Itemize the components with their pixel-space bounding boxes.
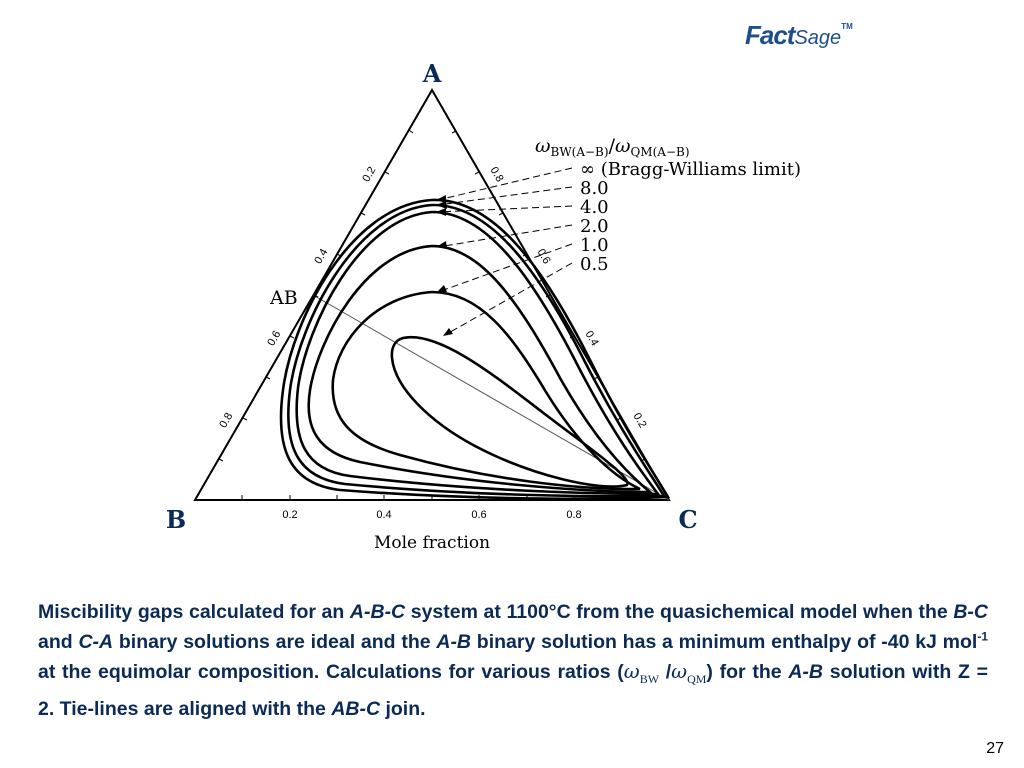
- vertex-label-c: C: [678, 505, 698, 534]
- bottom-tick-label: 0.8: [566, 509, 582, 521]
- caption-solution-ab: A-B: [788, 661, 823, 683]
- legend-entry-0.5: 0.5: [580, 254, 609, 275]
- caption-binary-ca: C-A: [78, 631, 114, 653]
- left-tick-label: 0.8: [217, 410, 236, 431]
- legend-sub-bw: BW(A−B): [550, 145, 609, 159]
- legend-entry-2: 2.0: [580, 216, 609, 237]
- right-tick-label: 0.8: [487, 164, 506, 185]
- left-tick-label: 0.6: [265, 328, 284, 349]
- caption-sub-bw: BW: [639, 671, 660, 686]
- caption-binary-ab: A-B: [436, 631, 472, 653]
- legend-slash: /: [608, 135, 615, 157]
- ab-composition-label: AB: [270, 287, 298, 309]
- caption-text: binary solution has a minimum enthalpy of -40 kJ mol: [471, 631, 978, 653]
- right-tick-label: 0.2: [630, 410, 649, 431]
- logo-fact: Fact: [745, 20, 795, 50]
- legend-entry-4: 4.0: [580, 197, 609, 218]
- figure-caption: [38, 597, 988, 724]
- caption-text: and: [38, 631, 79, 653]
- bottom-tick-label: 0.4: [376, 509, 392, 521]
- left-tick-label: 0.4: [312, 246, 331, 267]
- right-tick-label: 0.4: [582, 328, 601, 349]
- bottom-tick-label: 0.6: [471, 509, 487, 521]
- caption-binary-bc: B-C: [953, 601, 988, 623]
- caption-text: at the equimolar composition. Calculations for various ratios (: [38, 661, 624, 683]
- legend-entry-infinity: ∞ (Bragg-Williams limit): [580, 159, 802, 180]
- logo-sage: Sage: [794, 27, 842, 49]
- caption-text: ) for the: [706, 661, 789, 683]
- miscibility-gap-curves: [281, 200, 668, 499]
- caption-system-abc: A-B-C: [349, 601, 406, 623]
- bottom-tick-label: 0.2: [282, 509, 298, 521]
- caption-text: system at 1100°C from the quasichemical model when the: [405, 601, 954, 623]
- vertex-label-b: B: [165, 505, 187, 534]
- vertex-label-a: A: [422, 59, 442, 88]
- caption-omega-bw: [623, 660, 660, 686]
- legend-omega-1: ω: [535, 135, 551, 157]
- right-tick-label: 0.6: [534, 246, 553, 267]
- caption-text: solution with Z = 2. Tie-lines are aligned with the: [38, 661, 988, 720]
- page-number: 27: [986, 740, 1004, 757]
- left-tick-label: 0.2: [360, 164, 379, 185]
- caption-superscript: -1: [977, 629, 989, 644]
- x-axis-label: Mole fraction: [373, 533, 491, 553]
- caption-text: binary solutions are ideal and the: [113, 631, 437, 653]
- caption-join-ab-c: AB-C: [331, 697, 381, 720]
- legend-entry-1: 1.0: [580, 235, 609, 256]
- caption-slash: /: [659, 661, 672, 683]
- legend-entry-8: 8.0: [580, 178, 609, 199]
- gap-curve-0.5: [392, 337, 628, 486]
- caption-omega-symbol: ω: [623, 660, 640, 683]
- legend-sub-qm: QM(A−B): [630, 145, 690, 159]
- gap-curve-1: [333, 292, 640, 489]
- caption-sub-qm: QM: [687, 671, 707, 686]
- logo-tm: TM: [841, 22, 853, 31]
- caption-omega-symbol: ω: [671, 660, 688, 683]
- legend-title: [535, 135, 690, 159]
- arrow-heads: [436, 195, 453, 336]
- caption-omega-qm: [671, 660, 707, 686]
- caption-text: join.: [380, 697, 426, 720]
- legend-omega-2: ω: [614, 135, 631, 157]
- caption-text: Miscibility gaps calculated for an: [38, 601, 350, 623]
